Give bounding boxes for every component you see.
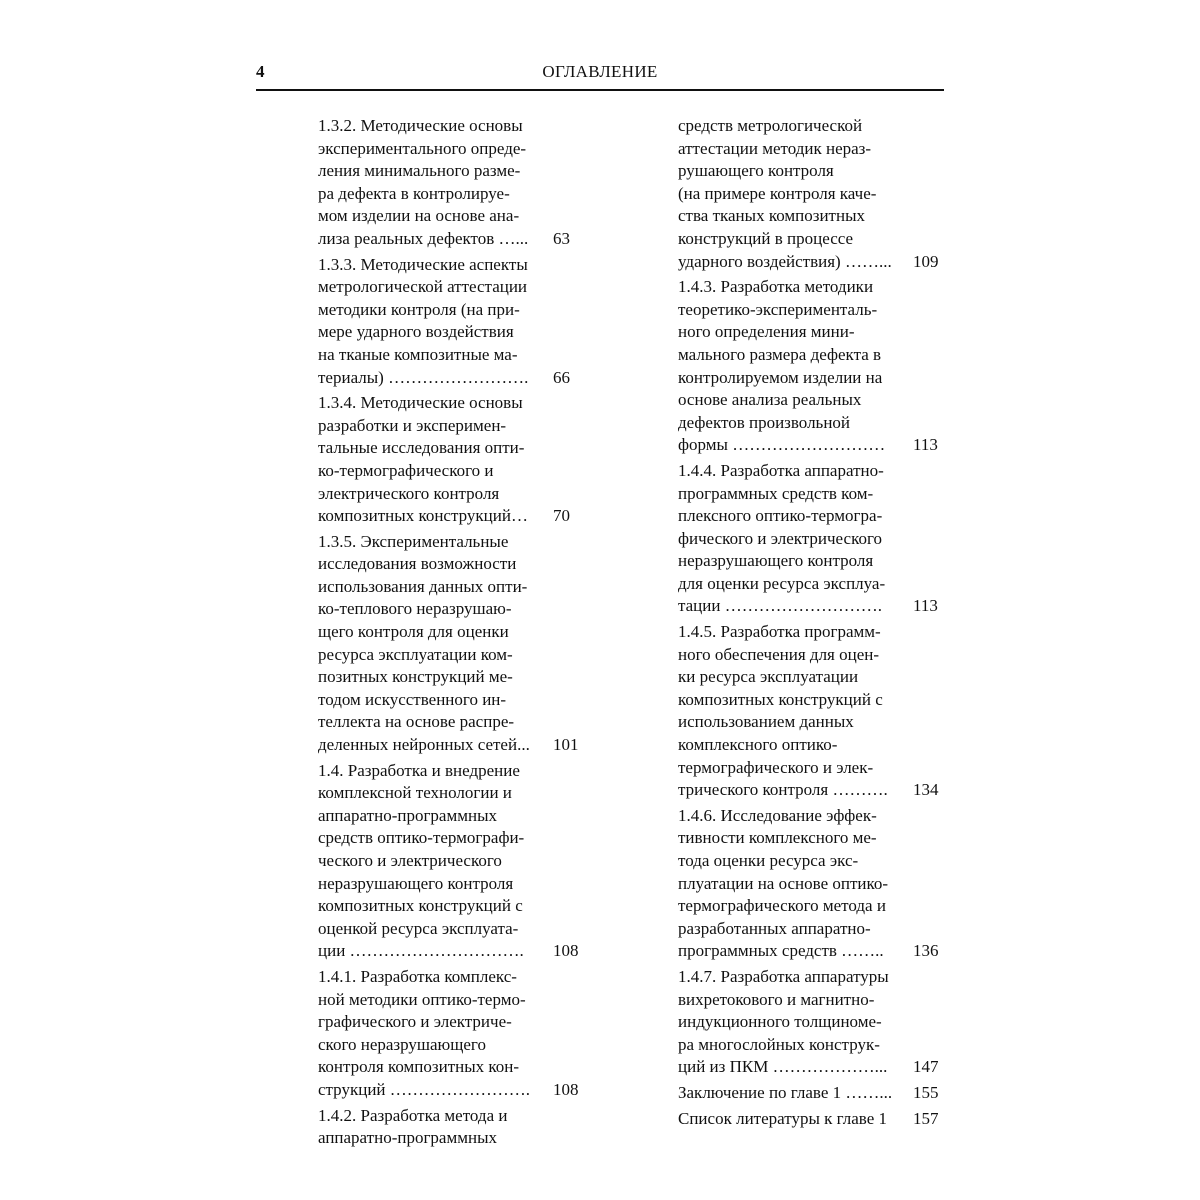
toc-entry-line: 1.4.4. Разработка аппаратно-	[678, 460, 884, 480]
toc-entry-line: неразрушающего контроля	[678, 551, 874, 571]
toc-entry-line: 1.4.1. Разработка комплекс-	[318, 966, 517, 986]
toc-entry-line: Заключение по главе 1 ……...	[678, 1082, 893, 1102]
toc-entry	[318, 531, 583, 757]
toc-entry-line: 1.4.6. Исследование эффек-	[678, 805, 877, 825]
toc-entry-line: средств оптико-термографи-	[318, 828, 525, 848]
toc-entry-line: ления минимального разме-	[318, 161, 521, 181]
toc-entry-line: плуатации на основе оптико-	[678, 873, 889, 893]
toc-entry-line: аппаратно-программных	[318, 1128, 498, 1148]
toc-entry-line: методики контроля (на при-	[318, 299, 520, 319]
toc-entry-line: тодом искусственного ин-	[318, 689, 507, 709]
toc-entry-line: разработанных аппаратно-	[678, 918, 871, 938]
toc-entry-line: графического и электриче-	[318, 1012, 512, 1032]
toc-entry-line: рушающего контроля	[678, 161, 834, 181]
toc-entry-line: вихретокового и магнитно-	[678, 989, 875, 1009]
toc-entry	[678, 1108, 948, 1131]
toc-entry-line: теоретико-эксперименталь-	[678, 299, 878, 319]
toc-entry-line: позитных конструкций ме-	[318, 667, 513, 687]
toc-entry-line: тации ……………………….	[678, 596, 882, 616]
toc-entry-line: индукционного толщиноме-	[678, 1012, 882, 1032]
toc-entry-line: конструкций в процессе	[678, 228, 854, 248]
toc-entry-line: фического и электрического	[678, 528, 883, 548]
toc-entry-line: композитных конструкций с	[318, 896, 523, 916]
toc-entry-line: дефектов произвольной	[678, 412, 851, 432]
toc-page-number: 63	[553, 228, 570, 248]
toc-right-column	[678, 115, 948, 1133]
toc-entry-line: использования данных опти-	[318, 576, 528, 596]
toc-entry-line: ко-теплового неразрушаю-	[318, 599, 512, 619]
toc-entry-line: струкций …………………….	[318, 1079, 531, 1099]
toc-entry-line: ного обеспечения для оцен-	[678, 644, 880, 664]
toc-entry-line: щего контроля для оценки	[318, 622, 509, 642]
toc-entry-line: плексного оптико-термогра-	[678, 506, 883, 526]
toc-entry-line: термографического метода и	[678, 896, 886, 916]
toc-page-number: 101	[553, 735, 579, 755]
toc-entry-line: 1.4. Разработка и внедрение	[318, 760, 520, 780]
toc-entry-line: ства тканых композитных	[678, 206, 866, 226]
toc-entry-line: для оценки ресурса эксплуа-	[678, 573, 886, 593]
toc-entry	[678, 966, 948, 1079]
toc-entry-line: ной методики оптико-термо-	[318, 989, 526, 1009]
toc-entry-line: тивности комплексного ме-	[678, 828, 877, 848]
toc-entry-line: 1.3.4. Методические основы	[318, 393, 523, 413]
toc-entry-line: использованием данных	[678, 712, 854, 732]
toc-entry-line: контролируемом изделии на	[678, 367, 883, 387]
toc-entry	[318, 1105, 583, 1150]
toc-entry	[318, 392, 583, 528]
toc-page-number: 108	[553, 1079, 579, 1099]
toc-entry-line: ра многослойных конструк-	[678, 1034, 880, 1054]
toc-entry-line: 1.3.3. Методические аспекты	[318, 254, 528, 274]
toc-entry-line: 1.3.2. Методические основы	[318, 116, 523, 135]
toc-entry-line: ресурса эксплуатации ком-	[318, 644, 513, 664]
page-title: ОГЛАВЛЕНИЕ	[542, 62, 658, 81]
toc-left-column	[318, 115, 583, 1153]
toc-page-number: 134	[913, 780, 939, 800]
toc-entry-line: Список литературы к главе 1	[678, 1108, 887, 1128]
toc-entry-line: ции ………………………….	[318, 941, 524, 961]
toc-entry-line: теллекта на основе распре-	[318, 712, 515, 732]
toc-entry-line: программных средств ……..	[678, 941, 884, 961]
toc-entry-line: 1.4.5. Разработка программ-	[678, 622, 881, 642]
toc-page-number: 108	[553, 941, 579, 961]
toc-entry-line: мального размера дефекта в	[678, 344, 882, 364]
toc-entry-line: ческого и электрического	[318, 851, 502, 870]
toc-entry	[678, 276, 948, 457]
toc-entry	[678, 1082, 948, 1105]
toc-entry-line: ра дефекта в контролируе-	[318, 183, 510, 203]
toc-page-number: 66	[553, 367, 570, 387]
toc-entry-line: 1.4.3. Разработка методики	[678, 277, 874, 297]
toc-entry-line: метрологической аттестации	[318, 277, 528, 297]
toc-entry-line: ко-термографического и	[318, 460, 494, 480]
toc-entry	[318, 115, 583, 251]
toc-entry-line: ки ресурса эксплуатации	[678, 667, 859, 687]
toc-entry-line: ного определения мини-	[678, 322, 855, 342]
toc-entry-line: аппаратно-программных	[318, 805, 498, 825]
toc-entry-line: средств метрологической	[678, 116, 863, 135]
toc-entry-line: разработки и эксперимен-	[318, 415, 507, 435]
toc-entry-line: программных средств ком-	[678, 483, 874, 503]
toc-entry	[678, 115, 948, 273]
toc-entry-line: неразрушающего контроля	[318, 873, 514, 893]
toc-entry-line: формы ………………………	[678, 435, 886, 455]
toc-entry	[678, 621, 948, 802]
toc-page-number: 70	[553, 506, 570, 526]
toc-page-number: 136	[913, 941, 939, 961]
toc-entry-line: 1.4.7. Разработка аппаратуры	[678, 966, 889, 986]
toc-entry-line: трического контроля ……….	[678, 780, 888, 800]
toc-entry-line: мере ударного воздействия	[318, 322, 514, 342]
toc-page-number: 157	[913, 1108, 939, 1128]
toc-entry-line: мом изделии на основе ана-	[318, 206, 520, 226]
page-number: 4	[256, 62, 265, 81]
toc-entry-line: комплексного оптико-	[678, 735, 838, 755]
toc-entry-line: на тканые композитные ма-	[318, 344, 518, 364]
toc-entry-line: 1.3.5. Экспериментальные	[318, 531, 509, 551]
toc-entry-line: тальные исследования опти-	[318, 438, 525, 458]
toc-entry	[318, 254, 583, 390]
toc-page-number: 113	[913, 435, 938, 455]
toc-page-number: 113	[913, 596, 938, 616]
toc-entry-line: деленных нейронных сетей...	[318, 735, 530, 755]
toc-entry	[678, 460, 948, 618]
toc-entry-line: (на примере контроля каче-	[678, 183, 877, 203]
toc-entry-line: исследования возможности	[318, 554, 517, 574]
toc-page-number: 147	[913, 1057, 939, 1077]
toc-entry-line: териалы) …………………….	[318, 367, 529, 387]
toc-entry-line: аттестации методик нераз-	[678, 138, 872, 158]
toc-entry-line: 1.4.2. Разработка метода и	[318, 1105, 508, 1125]
toc-entry	[318, 966, 583, 1102]
toc-entry-line: электрического контроля	[318, 483, 500, 503]
toc-entry-line: ского неразрушающего	[318, 1034, 486, 1054]
toc-entry-line: ций из ПКМ ………………...	[678, 1057, 888, 1077]
toc-entry-line: основе анализа реальных	[678, 390, 862, 410]
toc-entry-line: лиза реальных дефектов …...	[318, 228, 529, 248]
toc-entry-line: композитных конструкций с	[678, 689, 883, 709]
toc-entry-line: ударного воздействия) ……...	[678, 251, 892, 271]
toc-entry	[318, 760, 583, 963]
toc-entry-line: тода оценки ресурса экс-	[678, 851, 859, 870]
toc-entry-line: контроля композитных кон-	[318, 1057, 520, 1077]
toc-entry-line: комплексной технологии и	[318, 783, 512, 803]
toc-entry-line: экспериментального опреде-	[318, 138, 527, 158]
toc-entry-line: композитных конструкций…	[318, 506, 528, 526]
toc-page-number: 109	[913, 251, 939, 271]
toc-entry-line: термографического и элек-	[678, 757, 874, 777]
toc-entry	[678, 805, 948, 963]
toc-page-number: 155	[913, 1082, 939, 1102]
header-rule	[256, 89, 944, 91]
toc-entry-line: оценкой ресурса эксплуата-	[318, 918, 519, 938]
